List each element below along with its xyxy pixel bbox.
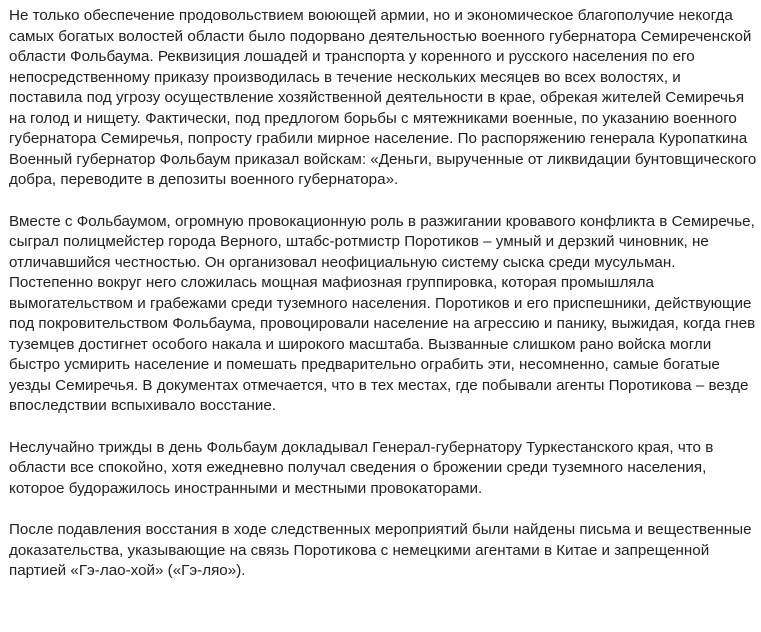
article-paragraph-3: Неслучайно трижды в день Фольбаум докладывал Генерал-губернатору Туркестанского края, что в области все спокойно, хотя ежедневно получал сведения о брожении среди туземного населения, которое будоражилось иностранными и местными провокаторами. — [9, 438, 714, 497]
article-body — [9, 6, 757, 582]
article-paragraph-4: После подавления восстания в ходе следственных мероприятий были найдены письма и вещественные доказательства, указывающие на связь Поротикова с немецкими агентами в Китае и запрещенной партией «Гэ-лао-хой» («Гэ-ляо»). — [9, 521, 752, 579]
article-paragraph-2: Вместе с Фольбаумом, огромную провокационную роль в разжигании кровавого конфликта в Семиречье, сыграл полицмейстер города Верного, штабс-ротмистр Поротиков – умный и дерзкий чиновник, не отличавшийся честностью. Он организовал неофициальную систему сыска среди мусульман. Постепенно вокруг него сложилась мощная мафиозная группировка, которая промышляла вымогательством и грабежами среди туземного населения. Поротиков и его приспешники, действующие под покровительством Фольбаума, провоцировали население на агрессию и панику, выжидая, когда гнев туземцев достигнет особого накала и широкого масштаба. Вызванные слишком рано войска могли быстро усмирить население и помешать предварительно ограбить эти, несомненно, самые богатые уезды Семиречья. В документах отмечается, что в тех местах, где побывали агенты Поротикова – везде впоследствии вспыхивало восстание. — [9, 212, 756, 414]
article-paragraph-1: Не только обеспечение продовольствием воюющей армии, но и экономическое благополучие некогда самых богатых волостей области было подорвано деятельностью военного губернатора Семиреченской области Фольбаума. Реквизиция лошадей и транспорта у коренного и русского населения по его непосредственному приказу производилась в течение нескольких месяцев во всех волостях, и поставила под угрозу осуществление хозяйственной деятельности в крае, обрекая жителей Семиречья на голод и нищету. Фактически, под предлогом борьбы с мятежниками военные, по указанию военного губернатора Семиречья, попросту грабили мирное население. По распоряжению генерала Куропаткина Военный губернатор Фольбаум приказал войскам: «Деньги, вырученные от ликвидации бунтовщического добра, переводите в депозиты военного губернатора». — [9, 7, 757, 188]
